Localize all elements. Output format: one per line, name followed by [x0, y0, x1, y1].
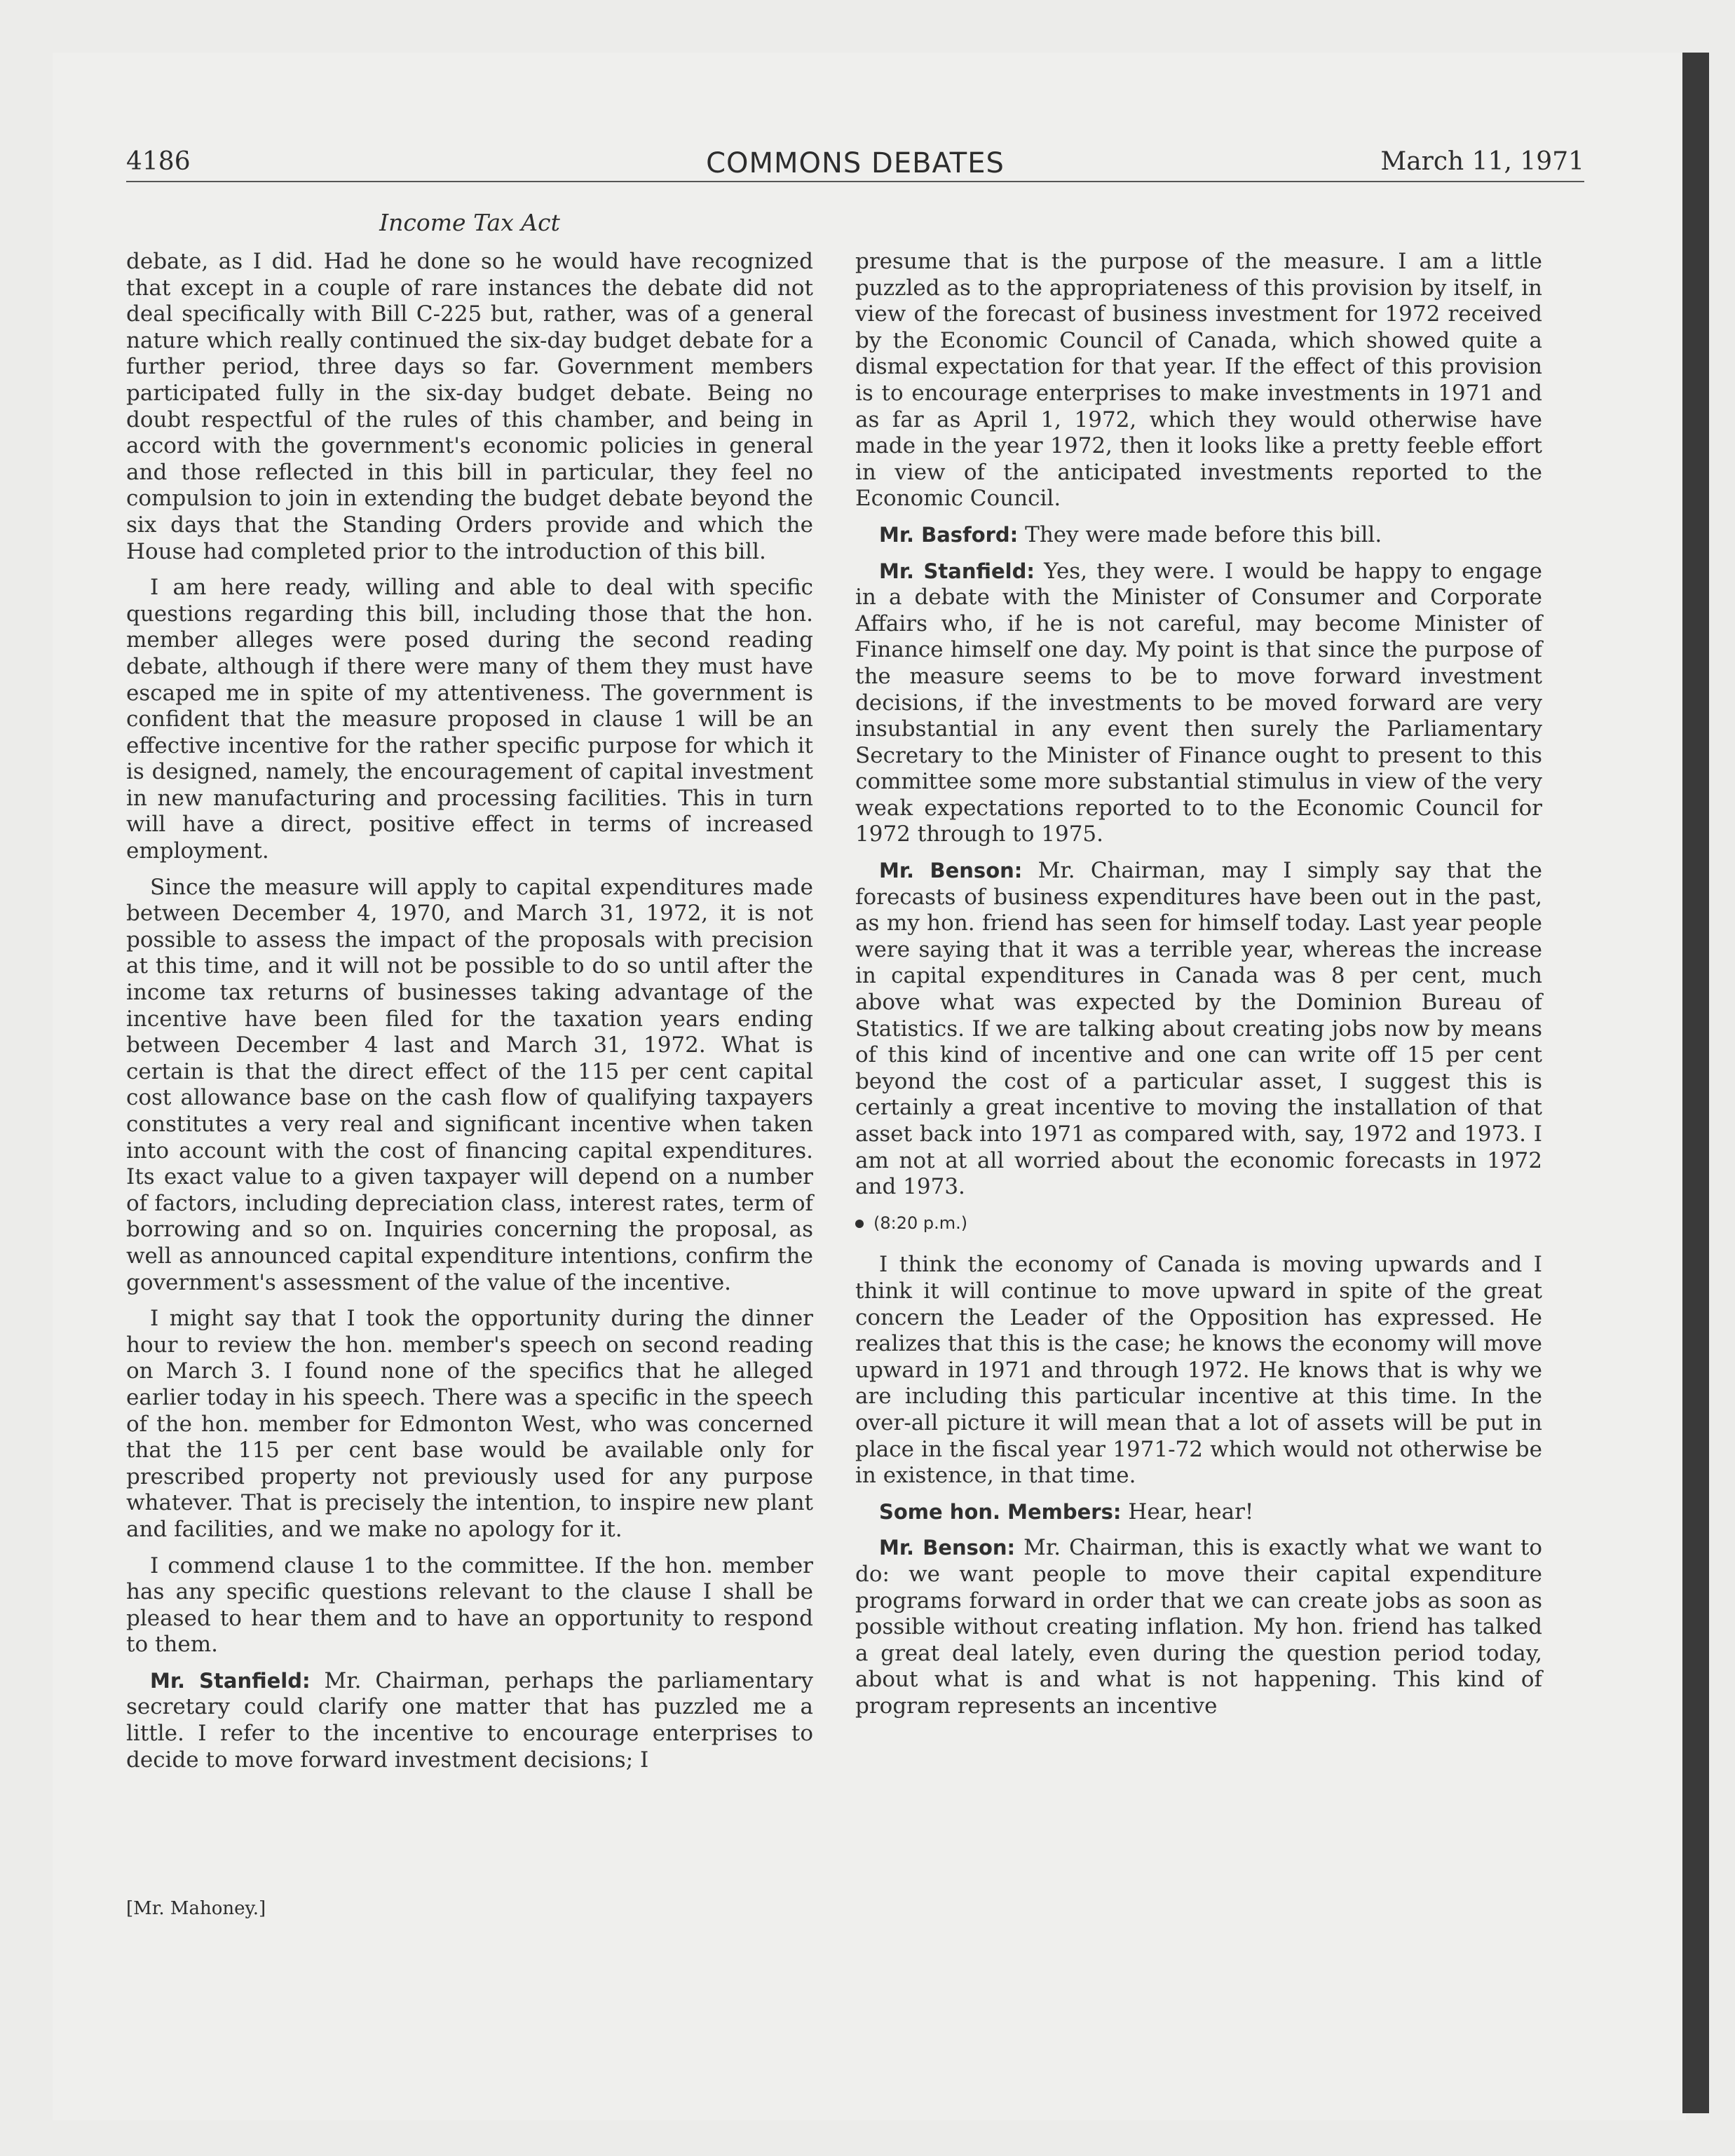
page-number: 4186	[126, 147, 191, 176]
paragraph: I commend clause 1 to the committee. If the hon. member has any specific questions relevant to the clause I shall be pleased to hear them and to have an opportunity to respond to them.	[126, 1553, 813, 1658]
publication-date: March 11, 1971	[1380, 147, 1584, 176]
paragraph: Mr. Stanfield: Yes, they were. I would be happy to engage in a debate with the Minister of Consumer and Corporate Affairs who, if he is not careful, may become Minister of Finance himself one day. My point is that since the purpose of the measure seems to be to move forward investment decisions, if the investments to be moved forward are very insubstantial in any event then surely the Parliamentary Secretary to the Minister of Finance ought to present to this committee some more substantial stimulus in view of the very weak expectations reported to to the Economic Council for 1972 through to 1975.	[855, 558, 1542, 847]
section-title: Income Tax Act	[379, 209, 560, 236]
page-header	[126, 147, 1584, 182]
paragraph: I am here ready, willing and able to deal with specific questions regarding this bill, including those that the hon. member alleges were posed during the second reading debate, although if there were many of them they must have escaped me in spite of my attentiveness. The government is confident that the measure proposed in clause 1 will be an effective incentive for the rather specific purpose for which it is designed, namely, the encouragement of capital investment in new manufacturing and processing facilities. This in turn will have a direct, positive effect in terms of increased employment.	[126, 575, 813, 864]
paragraph: debate, as I did. Had he done so he would have recognized that except in a couple of rare instances the debate did not deal specifically with Bill C-225 but, rather, was of a general nature which really continued the six-day budget debate for a further period, three days so far. Government members participated fully in the six-day budget debate. Being no doubt respectful of the rules of this chamber, and being in accord with the government's economic policies in general and those reflected in this bill in particular, they feel no compulsion to join in extending the budget debate beyond the six days that the Standing Orders provide and which the House had completed prior to the introduction of this bill.	[126, 249, 813, 564]
paragraph: presume that is the purpose of the measure. I am a little puzzled as to the appropriateness of this provision by itself, in view of the forecast of business investment for 1972 received by the Economic Council of Canada, which showed quite a dismal expectation for that year. If the effect of this provision is to encourage enterprises to make investments in 1971 and as far as April 1, 1972, which they would otherwise have made in the year 1972, then it looks like a pretty feeble effort in view of the anticipated investments reported to the Economic Council.	[855, 249, 1542, 512]
paragraph: Mr. Basford: They were made before this bill.	[879, 521, 1382, 547]
header-rule	[126, 181, 1584, 182]
footer-note: [Mr. Mahoney.]	[126, 1898, 266, 1919]
paragraph: Since the measure will apply to capital expenditures made between December 4, 1970, and March 31, 1972, it is not possible to assess the impact of the proposals with precision at this time, and it will not be possible to do so until after the income tax returns of businesses taking advantage of the incentive have been filed for the taxation years ending between December 4 last and March 31, 1972. What is certain is that the direct effect of the 115 per cent capital cost allowance base on the cash flow of qualifying taxpayers constitutes a very real and significant incentive when taken into account with the cost of financing capital expenditures. Its exact value to a given taxpayer will depend on a number of factors, including depreciation class, interest rates, term of borrowing and so on. Inquiries concerning the proposal, as well as announced capital expenditure intentions, confirm the government's assessment of the value of the incentive.	[126, 874, 813, 1295]
left-column	[126, 249, 813, 1783]
paragraph: Mr. Stanfield: Mr. Chairman, perhaps the parliamentary secretary could clarify one matter that has puzzled me a little. I refer to the incentive to encourage enterprises to decide to move forward investment decisions; I	[126, 1667, 814, 1773]
paragraph: Mr. Benson: Mr. Chairman, this is exactly what we want to do: we want people to move their capital expenditure programs forward in order that we can create jobs as soon as possible without creating inflation. My hon. friend has talked a great deal lately, even during the question period today, about what is and what is not happening. This kind of program represents an incentive	[855, 1535, 1543, 1719]
paragraph: Some hon. Members: Hear, hear!	[879, 1499, 1254, 1524]
paragraph: I might say that I took the opportunity during the dinner hour to review the hon. member's speech on second reading on March 3. I found none of the specifics that he alleged earlier today in his speech. There was a specific in the speech of the hon. member for Edmonton West, who was concerned that the 115 per cent base would be available only for prescribed property not previously used for any purpose whatever. That is precisely the intention, to inspire new plant and facilities, and we make no apology for it.	[126, 1306, 813, 1542]
speaker-name: Mr. Stanfield:	[150, 1668, 311, 1693]
paragraph: I think the economy of Canada is moving upwards and I think it will continue to move upward in spite of the great concern the Leader of the Opposition has expressed. He realizes that this is the case; he knows the economy will move upward in 1971 and through 1972. He knows that is why we are including this particular incentive at this time. In the over-all picture it will mean that a lot of assets will be put in place in the fiscal year 1971-72 which would not otherwise be in existence, in that time.	[855, 1252, 1542, 1489]
speaker-name: Some hon. Members:	[879, 1499, 1122, 1524]
speaker-name: Mr. Benson:	[879, 859, 1023, 883]
speaker-name: Mr. Basford:	[879, 522, 1019, 547]
paragraph: Mr. Benson: Mr. Chairman, may I simply say that the forecasts of business expenditures have been out in the past, as my hon. friend has seen for himself today. Last year people were saying that it was a terrible year, whereas the increase in capital expenditures in Canada was 8 per cent, much above what was expected by the Dominion Bureau of Statistics. If we are talking about creating jobs now by means of this kind of incentive and one can write off 15 per cent beyond the cost of a particular asset, I suggest this is certainly a great incentive to moving the installation of that asset back into 1971 as compared with, say, 1972 and 1973. I am not at all worried about the economic forecasts in 1972 and 1973.	[855, 858, 1543, 1200]
publication-title: COMMONS DEBATES	[706, 147, 1005, 179]
timestamp: (8:20 p.m.)	[855, 1210, 1542, 1237]
scan-edge-bar	[1682, 53, 1709, 2113]
speaker-name: Mr. Stanfield:	[879, 559, 1035, 583]
bullet-icon	[855, 1220, 864, 1228]
right-column	[855, 249, 1542, 1729]
speaker-name: Mr. Benson:	[879, 1536, 1016, 1560]
